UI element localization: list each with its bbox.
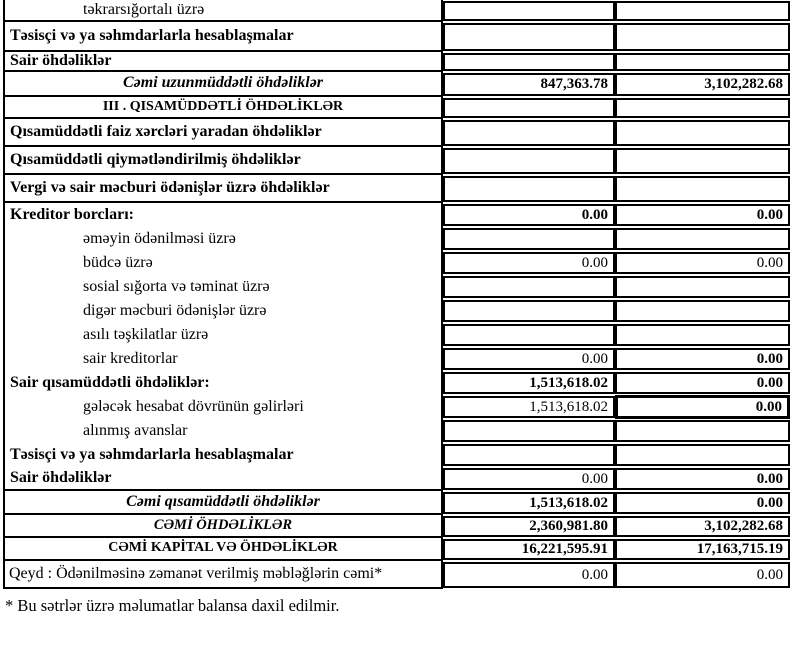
value-cell-col1 bbox=[443, 324, 615, 346]
value-cell-col1 bbox=[443, 1, 615, 21]
value-cell-col2: 0.00 bbox=[615, 348, 790, 370]
value-cell-col1: 0.00 bbox=[443, 252, 615, 274]
value-cell-col1 bbox=[443, 148, 615, 174]
value-cell-col2: 3,102,282.68 bbox=[615, 73, 790, 96]
table-row bbox=[3, 467, 790, 491]
table-row bbox=[3, 347, 790, 371]
table-row bbox=[3, 175, 790, 203]
value-cell-col1: 1,513,618.02 bbox=[443, 492, 615, 514]
table-row bbox=[3, 538, 790, 561]
value-cell-col2 bbox=[615, 420, 790, 442]
value-cell-col1: 0.00 bbox=[443, 468, 615, 490]
value-cell-col1 bbox=[443, 444, 615, 466]
value-cell-col2 bbox=[615, 324, 790, 346]
table-row bbox=[3, 147, 790, 175]
table-row bbox=[3, 97, 790, 119]
value-cell-col1: 0.00 bbox=[443, 204, 615, 226]
value-cell-col1 bbox=[443, 53, 615, 71]
row-label: digər məcburi ödənişlər üzrə bbox=[3, 299, 443, 323]
row-label: asılı təşkilatlar üzrə bbox=[3, 323, 443, 347]
value-cell-col2 bbox=[615, 228, 790, 250]
table-row bbox=[3, 72, 790, 97]
value-cell-col2 bbox=[615, 148, 790, 174]
value-cell-col2: 0.00 bbox=[615, 562, 790, 588]
row-label: əməyin ödənilməsi üzrə bbox=[3, 227, 443, 251]
row-label: gələcək hesabat dövrünün gəlirləri bbox=[3, 395, 443, 419]
table-row bbox=[3, 227, 790, 251]
value-cell-col2 bbox=[615, 176, 790, 202]
row-label: Qeyd : Ödənilməsinə zəmanət verilmiş məbləğlərin cəmi* bbox=[3, 561, 443, 589]
row-label: Vergi və sair məcburi ödənişlər üzrə öhdəliklər bbox=[3, 175, 443, 203]
row-label: Qısamüddətli qiymətləndirilmiş öhdəliklər bbox=[3, 147, 443, 175]
row-label: Sair öhdəliklər bbox=[3, 52, 443, 72]
value-cell-col1: 0.00 bbox=[443, 562, 615, 588]
table-row bbox=[3, 0, 790, 22]
table-row bbox=[3, 52, 790, 72]
row-label: Sair öhdəliklər bbox=[3, 467, 443, 491]
table-row bbox=[3, 561, 790, 589]
value-cell-col1 bbox=[443, 300, 615, 322]
table-row bbox=[3, 491, 790, 515]
balance-table bbox=[3, 0, 790, 589]
row-label: Sair qısamüddətli öhdəliklər: bbox=[3, 371, 443, 395]
value-cell-col2: 3,102,282.68 bbox=[615, 516, 790, 537]
value-cell-col2 bbox=[615, 276, 790, 298]
value-cell-col1: 1,513,618.02 bbox=[443, 372, 615, 394]
value-cell-col2 bbox=[615, 444, 790, 466]
value-cell-col2 bbox=[615, 300, 790, 322]
value-cell-col2 bbox=[615, 23, 790, 51]
value-cell-col2 bbox=[615, 98, 790, 118]
value-cell-col2: 0.00 bbox=[615, 395, 790, 419]
table-row bbox=[3, 203, 790, 227]
value-cell-col1 bbox=[443, 228, 615, 250]
value-cell-col2: 0.00 bbox=[615, 468, 790, 490]
table-row bbox=[3, 22, 790, 52]
value-cell-col2 bbox=[615, 53, 790, 71]
value-cell-col1 bbox=[443, 276, 615, 298]
row-label: sair kreditorlar bbox=[3, 347, 443, 371]
value-cell-col2 bbox=[615, 120, 790, 146]
value-cell-col2: 0.00 bbox=[615, 372, 790, 394]
value-cell-col2: 0.00 bbox=[615, 252, 790, 274]
value-cell-col2: 0.00 bbox=[615, 492, 790, 514]
value-cell-col1 bbox=[443, 98, 615, 118]
row-label: Cəmi uzunmüddətli öhdəliklər bbox=[3, 72, 443, 97]
footnote: * Bu sətrlər üzrə məlumatlar balansa daxil edilmir. bbox=[5, 596, 340, 615]
value-cell-col1 bbox=[443, 120, 615, 146]
row-label: Təsisçi və ya səhmdarlarla hesablaşmalar bbox=[3, 22, 443, 52]
table-row bbox=[3, 419, 790, 443]
row-label: Kreditor borcları: bbox=[3, 203, 443, 227]
value-cell-col1 bbox=[443, 420, 615, 442]
row-label: Cəmi qısamüddətli öhdəliklər bbox=[3, 491, 443, 515]
table-row bbox=[3, 395, 790, 419]
row-label: sosial sığorta və təminat üzrə bbox=[3, 275, 443, 299]
row-label: III . QISAMÜDDƏTLİ ÖHDƏLİKLƏR bbox=[3, 97, 443, 119]
table-row bbox=[3, 299, 790, 323]
table-row bbox=[3, 275, 790, 299]
row-label: CƏMİ KAPİTAL VƏ ÖHDƏLİKLƏR bbox=[3, 538, 443, 561]
value-cell-col1: 1,513,618.02 bbox=[443, 396, 615, 418]
row-label: alınmış avanslar bbox=[3, 419, 443, 443]
table-row bbox=[3, 119, 790, 147]
row-label: təkrarsığortalı üzrə bbox=[3, 0, 443, 22]
value-cell-col2: 17,163,715.19 bbox=[615, 539, 790, 560]
value-cell-col2: 0.00 bbox=[615, 204, 790, 226]
row-label: Qısamüddətli faiz xərcləri yaradan öhdəliklər bbox=[3, 119, 443, 147]
value-cell-col1 bbox=[443, 23, 615, 51]
table-row bbox=[3, 323, 790, 347]
value-cell-col2 bbox=[615, 1, 790, 21]
table-row bbox=[3, 371, 790, 395]
value-cell-col1 bbox=[443, 176, 615, 202]
value-cell-col1: 2,360,981.80 bbox=[443, 516, 615, 537]
row-label: Təsisçi və ya səhmdarlarla hesablaşmalar bbox=[3, 443, 443, 467]
table-row bbox=[3, 515, 790, 538]
row-label: büdcə üzrə bbox=[3, 251, 443, 275]
row-label: CƏMİ ÖHDƏLİKLƏR bbox=[3, 515, 443, 538]
table-row bbox=[3, 443, 790, 467]
table-row bbox=[3, 251, 790, 275]
value-cell-col1: 847,363.78 bbox=[443, 73, 615, 96]
value-cell-col1: 16,221,595.91 bbox=[443, 539, 615, 560]
value-cell-col1: 0.00 bbox=[443, 348, 615, 370]
